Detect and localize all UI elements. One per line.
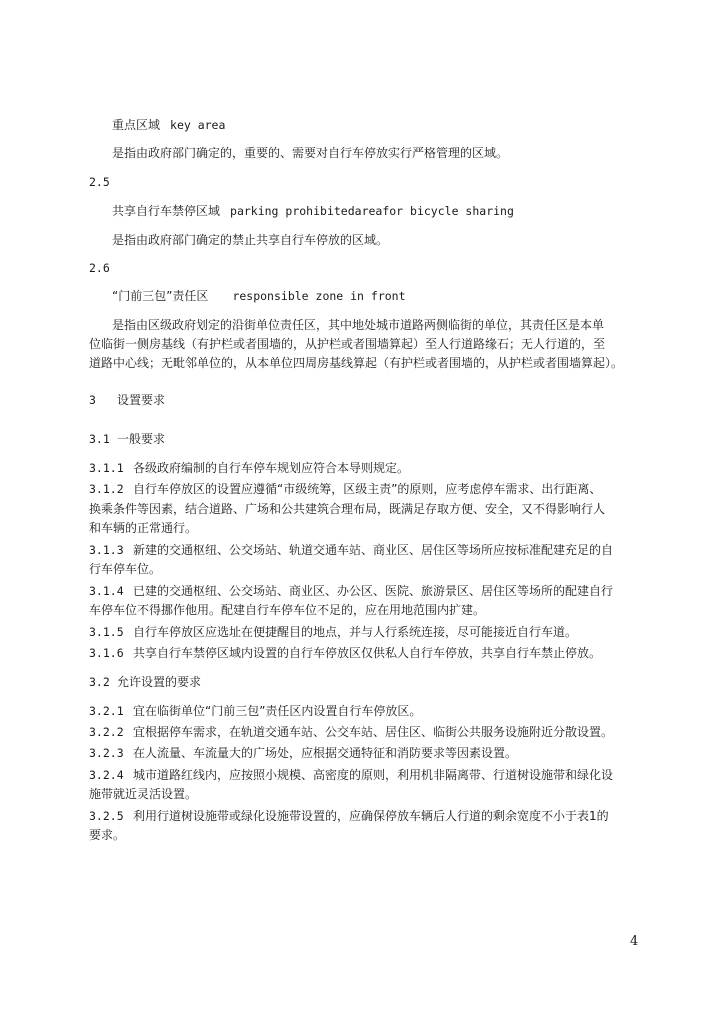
clause-text: 宜根据停车需求，在轨道交通车站、公交车站、居住区、临街公共服务设施附近分散设置。 <box>133 725 614 739</box>
clause-number: 3.1.6 <box>89 646 124 660</box>
clause-number: 2.6 <box>89 261 110 275</box>
clause-number: 3.1.1 <box>89 461 124 475</box>
section-heading-3-1 <box>89 431 165 447</box>
clause-number: 3.1.3 <box>89 543 124 557</box>
section-heading-3 <box>89 392 165 408</box>
term-zh: “门前三包”责任区 <box>112 289 209 303</box>
clause-text: 已建的交通枢纽、公交场站、商业区、办公区、医院、旅游景区、居住区等场所的配建自行 <box>133 584 614 598</box>
clause-number: 3.1.2 <box>89 482 124 496</box>
clause-number: 3.2.4 <box>89 768 124 782</box>
section-number: 3 <box>89 393 96 407</box>
clause-text: 宜在临街单位“门前三包”责任区内设置自行车停放区。 <box>133 704 422 718</box>
definition-line: 道路中心线；无毗邻单位的，从本单位四周房基线算起（有护栏或者围墙的，从护栏或者围墙算起）。 <box>89 356 624 370</box>
page-number: 4 <box>630 934 639 949</box>
clause-number: 3.2.3 <box>89 746 124 760</box>
clause-text: 新建的交通枢纽、公交场站、轨道交通车站、商业区、居住区等场所应按标准配建充足的自 <box>133 543 614 557</box>
clause-number: 3.2.1 <box>89 704 124 718</box>
section-number: 3.1 <box>89 432 110 446</box>
clause-3-1-5 <box>89 624 577 640</box>
clause-3-1-3 <box>89 542 613 558</box>
clause-3-2-5 <box>89 808 609 824</box>
clause-text: 共享自行车禁停区域内设置的自行车停放区仅供私人自行车停放，共享自行车禁止停放。 <box>133 646 602 660</box>
definition-line: 是指由区级政府划定的沿街单位责任区，其中地处城市道路两侧临街的单位，其责任区是本单 <box>112 318 605 332</box>
clause-3-2-1 <box>89 703 421 719</box>
term-zh: 重点区域 <box>112 118 161 132</box>
clause-3-2-2 <box>89 724 613 740</box>
term-heading-key-area <box>112 117 225 133</box>
term-en: parking prohibitedareafor bicycle sharing <box>230 204 514 218</box>
clause-text: 各级政府编制的自行车停车规划应符合本导则规定。 <box>133 461 410 475</box>
definition-line: 位临街一侧房基线（有护栏或者围墙的，从护栏或者围墙算起）至人行道路缘石；无人行道的，至 <box>89 337 606 351</box>
section-title: 设置要求 <box>117 393 166 407</box>
clause-text: 车停车位不得挪作他用。配建自行车停车位不足的，应在用地范围内扩建。 <box>89 603 486 617</box>
clause-text: 施带就近灵活设置。 <box>89 787 198 801</box>
term-definition: 是指由政府部门确定的禁止共享自行车停放的区域。 <box>112 233 389 247</box>
section-heading-3-2 <box>89 674 201 690</box>
clause-3-1-2 <box>89 481 601 497</box>
clause-text: 自行车停放区应选址在便捷醒目的地点，并与人行系统连接，尽可能接近自行车道。 <box>133 625 578 639</box>
term-definition: 是指由政府部门确定的，重要的、需要对自行车停放实行严格管理的区域。 <box>112 146 509 160</box>
clause-text: 和车辆的正常通行。 <box>89 521 198 535</box>
clause-text: 行车停车位。 <box>89 562 162 576</box>
clause-text: 自行车停放区的设置应遵循“市级统筹，区级主责”的原则，应考虑停车需求、出行距离、 <box>133 482 602 496</box>
section-title: 一般要求 <box>117 432 166 446</box>
section-title: 允许设置的要求 <box>117 675 202 689</box>
clause-number: 3.2.5 <box>89 809 124 823</box>
clause-number: 3.1.5 <box>89 625 124 639</box>
term-en: key area <box>170 118 226 132</box>
clause-text: 换乘条件等因素，结合道路、广场和公共建筑合理布局，既满足存取方便、安全，又不得影响行人 <box>89 502 606 516</box>
clause-3-1-6 <box>89 645 601 661</box>
clause-text: 利用行道树设施带或绿化设施带设置的，应确保停放车辆后人行道的剩余宽度不小于表1的 <box>133 809 609 823</box>
term-en: responsible zone in front <box>232 289 406 303</box>
term-zh: 共享自行车禁停区域 <box>112 204 221 218</box>
term-heading-responsible-zone <box>112 288 406 304</box>
clause-text: 要求。 <box>89 828 126 842</box>
clause-text: 城市道路红线内，应按照小规模、高密度的原则，利用机非隔离带、行道树设施带和绿化设 <box>133 768 614 782</box>
clause-3-2-3 <box>89 745 517 761</box>
clause-number: 3.1.4 <box>89 584 124 598</box>
section-number: 3.2 <box>89 675 110 689</box>
clause-text: 在人流量、车流量大的广场处，应根据交通特征和消防要求等因素设置。 <box>133 746 518 760</box>
clause-3-1-4 <box>89 583 613 599</box>
clause-number: 3.2.2 <box>89 725 124 739</box>
clause-number: 2.5 <box>89 175 110 189</box>
clause-3-2-4 <box>89 767 613 783</box>
term-heading-parking-prohibited <box>112 203 514 219</box>
clause-3-1-1 <box>89 460 409 476</box>
